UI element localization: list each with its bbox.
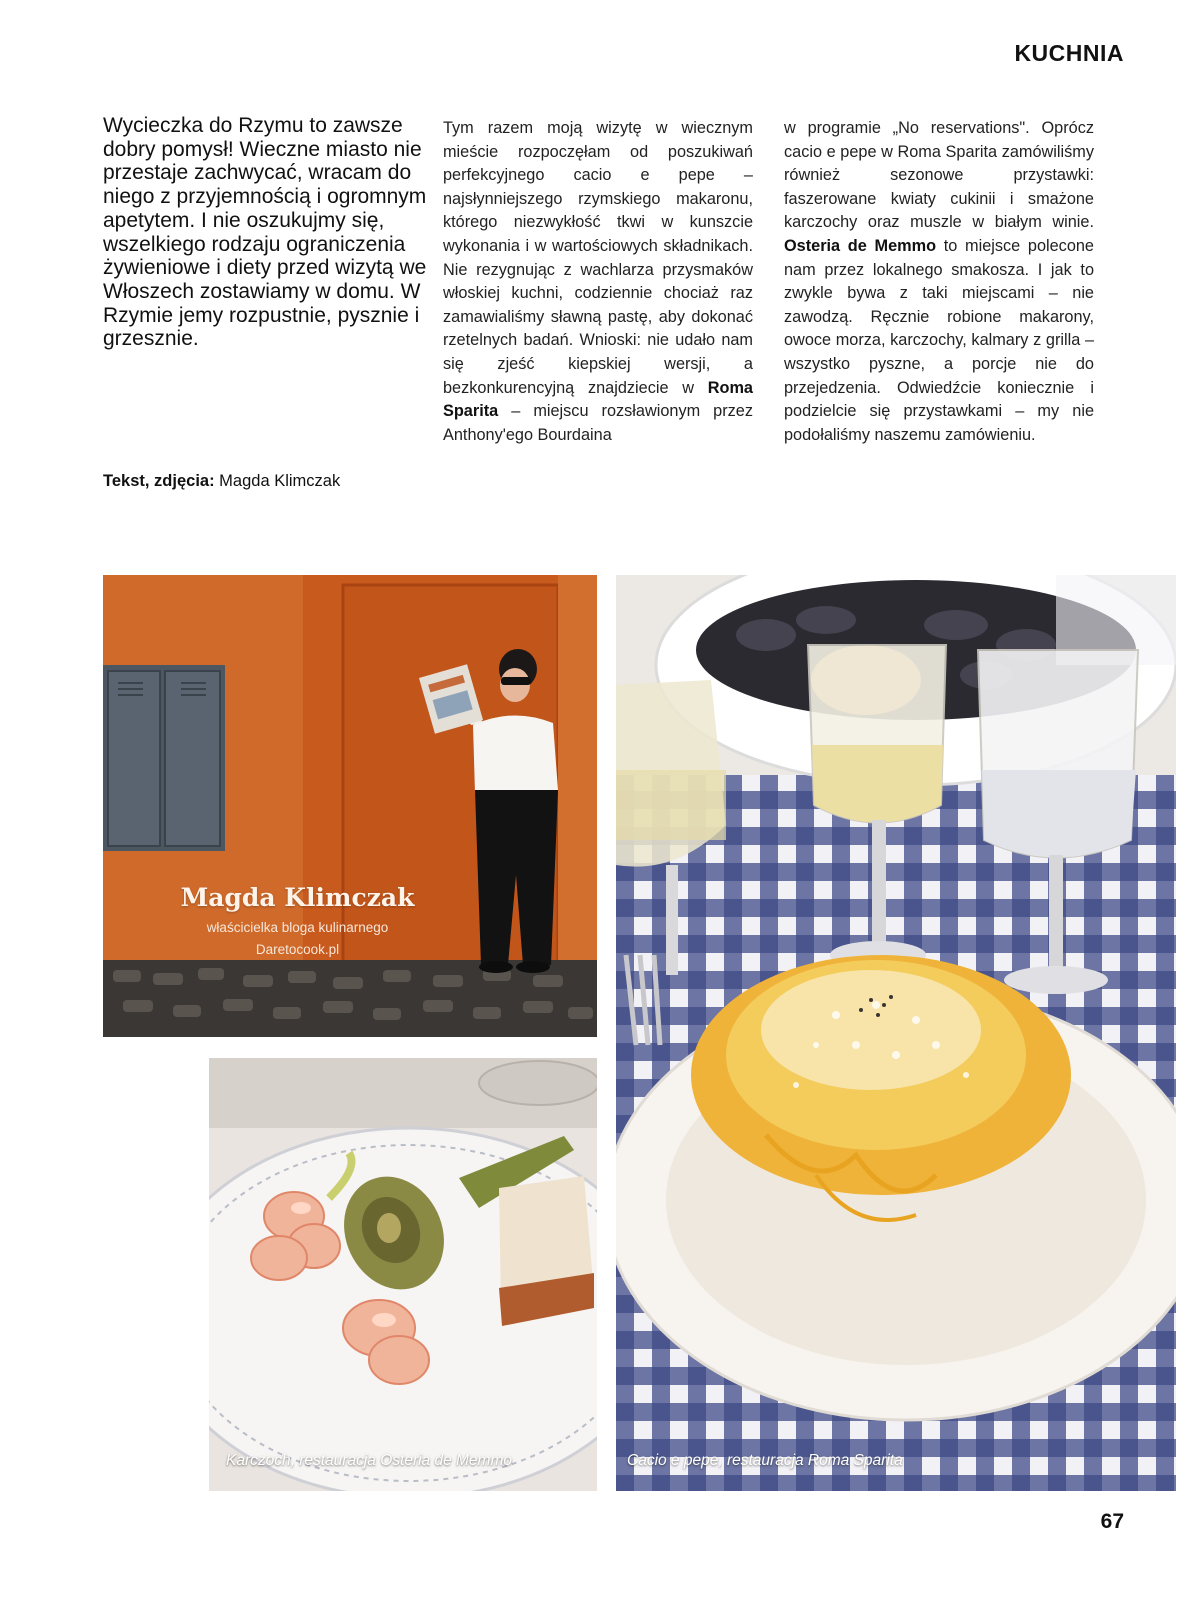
author-role-overlay: właścicielka bloga kulinarnego — [206, 920, 389, 935]
page-number: 67 — [1100, 1510, 1124, 1533]
author-photo — [103, 575, 597, 1037]
author-name-overlay: Magda Klimczak — [180, 883, 415, 912]
article-column-3 — [784, 117, 1094, 447]
artichoke-photo — [209, 1058, 597, 1491]
pasta-caption: Cacio e pepe, restauracja Roma Sparita — [627, 1452, 903, 1469]
column-2-bold-roma-sparita: Roma Sparita — [443, 378, 753, 421]
byline-name: Magda Klimczak — [219, 472, 341, 490]
column-3-text-2: to miejsce polecone nam przez lokalnego smakosza. I jak to zwykle bywa z taki miejscami – nie zawodzą. Ręcznie robione makarony, owoce morza, karczochy, kalmary z grilla – wszystko pyszne, a porcje nie do przejedzenia. Odwiedźcie koniecznie i podzielcie się przystawkami – my nie podołaliśmy naszemu zamówieniu. — [784, 236, 1094, 444]
section-label: KUCHNIA — [1014, 40, 1124, 66]
column-2-text-1: Tym razem moją wizytę w wiecznym mieście rozpoczęłam od poszukiwań perfekcyjnego cacio e pepe – najsłynniejszego rzymskiego makaronu, którego niezwykłość tkwi w kunszcie wykonania i w wartościowych składnikach. Nie rezygnując z wachlarza przysmaków włoskiej kuchni, codziennie chociaż raz zamawialiśmy sławną pastę, aby dokonać rzetelnych badań. Wnioski: nie udało nam się zjeść kiepskiej wersji, a bezkonkurencyjną znajdziecie w — [443, 119, 753, 397]
lead-paragraph: Wycieczka do Rzymu to zawsze dobry pomysł! Wieczne miasto nie przestaje zachwycać, wracam do niego z przyjemnością i ogromnym apetytem. I nie oszukujmy się, wszelkiego rodzaju ograniczenia żywieniowe i diety przed wizytą we Włoszech zostawiamy w domu. W Rzymie jemy rozpustnie, pysznie i grzesznie. — [103, 114, 427, 351]
byline-label: Tekst, zdjęcia: — [103, 472, 215, 490]
artichoke-caption: Karczoch, restauracja Osteria de Memmo — [226, 1452, 512, 1469]
pasta-photo — [616, 575, 1176, 1491]
article-column-2 — [443, 117, 753, 447]
column-2-text-2: – miejscu rozsławionym przez Anthony'ego Bourdaina — [443, 402, 753, 444]
author-site-overlay: Daretocook.pl — [255, 942, 340, 957]
byline — [103, 472, 433, 491]
column-3-text-1: w programie „No reservations". Oprócz cacio e pepe w Roma Sparita zamówiliśmy również sezonowe przystawki: faszerowane kwiaty cukinii i smażone karczochy oraz muszle w białym winie. — [784, 119, 1094, 232]
column-3-bold-osteria: Osteria de Memmo — [784, 236, 937, 255]
